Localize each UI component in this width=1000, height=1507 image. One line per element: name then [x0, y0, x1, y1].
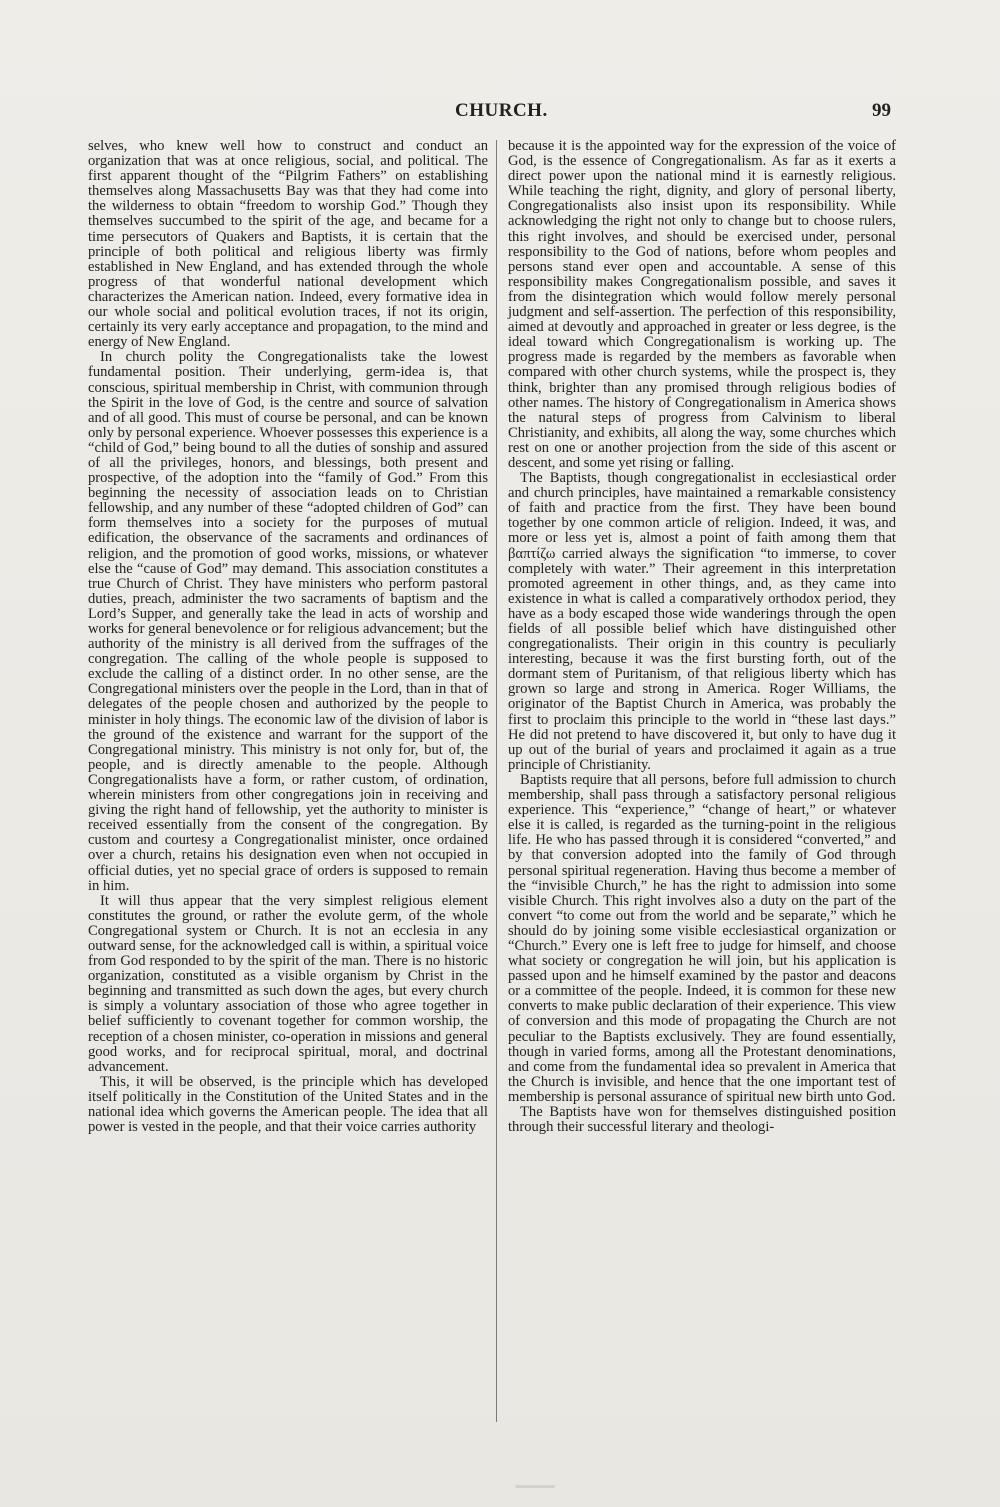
right-column — [508, 139, 896, 1135]
paragraph: The Baptists, though congregationalist in ecclesiastical order and church principles, have maintained a remarkable consistency of faith and practice from the first. They have been bound together by one common article of religion. Indeed, it was, and more or less yet is, almost a point of faith among them that βαπτίζω carried always the signification “to immerse, to cover completely with water.” Their agreement in this interpretation promoted agreement in other things, and, as they came into existence in what is called a comparatively orthodox period, they have as a body escaped those wide wanderings through the open fields of all possible belief which have distinguished other congregationalists. Their origin in this country is peculiarly interesting, because it was the first bursting forth, out of the dormant stem of Puritanism, of that religious liberty which has grown so large and strong in America. Roger Williams, the originator of the Baptist Church in America, was probably the first to proclaim this principle to the world in “these last days.” He did not pretend to have discovered it, but only to have dug it up out of the burial of years and proclaimed it again as a true principle of Christianity. — [508, 470, 896, 773]
left-column — [88, 139, 488, 1135]
paragraph: The Baptists have won for themselves distinguished position through their successful literary and theologi- — [508, 1104, 896, 1136]
page-header — [0, 100, 1000, 128]
paragraph: In church polity the Congregationalists take the lowest fundamental position. Their underlying, germ-idea is, that conscious, spiritual membership in Christ, with communion through the Spirit in the love of God, is the centre and source of salvation and of all good. This must of course be personal, and can be known only by personal experience. Whoever possesses this experience is a “child of God,” being bound to all the duties of sonship and assured of all the privileges, honors, and blessings, both present and prospective, of the adoption into the “family of God.” From this beginning the necessity of association leads on to Christian fellowship, and any number of these “adopted children of God” can form themselves into a society for the purposes of mutual edification, the observance of the sacraments and ordinances of religion, and the promotion of good works, missions, or whatever else the “cause of God” may demand. This association constitutes a true Church of Christ. They have ministers who perform pastoral duties, preach, administer the two sacraments of baptism and the Lord’s Supper, and generally take the lead in acts of worship and works for general benevolence or for religious advancement; but the authority of the ministry is all derived from the suffrages of the congregation. The calling of the whole people is supposed to exclude the calling of a distinct order. In no other sense, are the Congregational ministers over the people in the Lord, than in that of delegates of the people chosen and authorized by the people to minister in holy things. The economic law of the division of labor is the ground of the existence and warrant for the support of the Congregational ministry. This ministry is not only for, but of, the people, and is directly amenable to the people. Although Congregationalists have a form, or rather custom, of ordination, wherein ministers from other congregations join in receiving and giving the right hand of fellowship, yet the authority to minister is received essentially from the consent of the congregation. By custom and courtesy a Congregationalist minister, once ordained over a church, retains his designation even when not occupied in official duties, yet no special grace of orders is supposed to remain in him. — [88, 349, 488, 894]
running-head: CHURCH. — [455, 100, 548, 121]
paragraph: This, it will be observed, is the principle which has developed itself politically in the Constitution of the United States and in the national idea which governs the American people. The idea that all power is vested in the people, and that their voice carries authority — [88, 1073, 488, 1136]
paragraph: because it is the appointed way for the expression of the voice of God, is the essence of Congregationalism. As far as it exerts a direct power upon the national mind it is earnestly religious. While teaching the right, dignity, and glory of personal liberty, Congregationalists also insist upon its responsibility. While acknowledging the right not only to change but to choose rulers, this right involves, and should be exercised under, personal responsibility to the God of nations, before whom peoples and persons stand ever open and accountable. A sense of this responsibility makes Congregationalism possible, and saves it from the disintegration which would follow merely personal judgment and self-assertion. The perfection of this responsibility, aimed at devoutly and approached in greater or less degree, is the ideal toward which Congregationalism is working up. The progress made is regarded by the members as favorable when compared with other church systems, while the prospect is, they think, brighter than any promised through religious bodies of other names. The history of Congregationalism in America shows the natural steps of progress from Calvinism to liberal Christianity, and exhibits, all along the way, some churches which rest on one or another projection from the side of this ascent or descent, and some yet rising or falling. — [508, 138, 896, 471]
column-divider — [496, 140, 497, 1422]
page-number: 99 — [872, 100, 891, 121]
paragraph: Baptists require that all persons, before full admission to church membership, shall pass through a satisfactory personal religious experience. This “experience,” “change of heart,” or whatever else it is called, is regarded as the turning-point in the religious life. He who has passed through it is considered “converted,” and by that conversion adopted into the family of God through personal spiritual regeneration. Having thus become a member of the “invisible Church,” he has the right to admission into some visible Church. This right involves also a duty on the part of the convert “to come out from the world and be separate,” which he should do by joining some visible ecclesiastical organization or “Church.” Every one is left free to judge for himself, and choose what society or congregation he will join, but his application is passed upon and he himself examined by the pastor and deacons or a committee of the people. Indeed, it is common for these new converts to make public declaration of their experience. This view of conversion and this mode of propagating the Church are not peculiar to the Baptists exclusively. They are found essentially, though in varied forms, among all the Protestant denominations, and come from the fundamental idea so prevalent in America that the Church is invisible, and hence that the one important test of membership is personal assurance of spiritual new birth unto God. — [508, 771, 896, 1105]
paragraph: It will thus appear that the very simplest religious element constitutes the ground, or rather the evolute germ, of the whole Congregational system or Church. It is not an ecclesia in any outward sense, for the acknowledged call is within, a spiritual voice from God responded to by the spirit of the man. There is no historic organization, constituted as a visible organism by Christ in the beginning and transmitted as such down the ages, but every church is simply a voluntary association of those who agree together in belief sufficiently to covenant together for common worship, the reception of a chosen minister, co-operation in missions and general good works, and for reciprocal spiritual, moral, and doctrinal advancement. — [88, 892, 488, 1075]
paragraph: selves, who knew well how to construct and conduct an organization that was at once religious, social, and political. The first apparent thought of the “Pilgrim Fathers” on establishing themselves along Massachusetts Bay was that they had come into the wilderness to obtain “freedom to worship God.” Though they themselves succumbed to the spirit of the age, and became for a time persecutors of Quakers and Baptists, it is certain that the principle of both political and religious liberty was firmly established in New England, and has extended through the whole progress of that wonderful national development which characterizes the American nation. Indeed, every formative idea in our whole social and political evolution traces, if not its origin, certainly its very early acceptance and propagation, to the mind and energy of New England. — [88, 138, 488, 351]
paper-mark — [515, 1485, 555, 1488]
